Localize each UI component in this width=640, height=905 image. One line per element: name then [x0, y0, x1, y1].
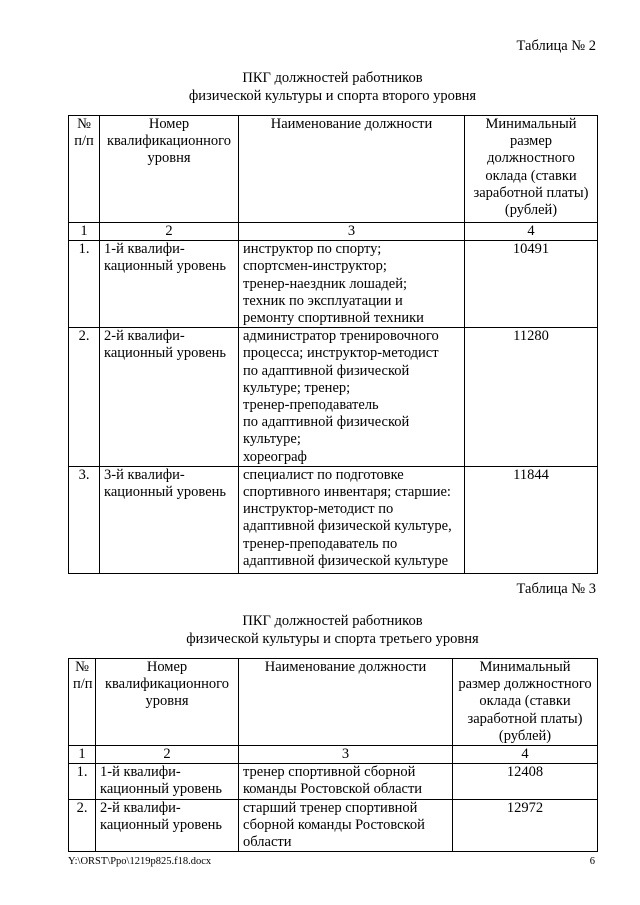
header-number: № п/п: [69, 659, 96, 746]
column-number: 1: [69, 746, 96, 764]
column-number: 3: [239, 223, 465, 241]
table-row: [69, 764, 598, 799]
table-row: [69, 799, 598, 852]
table-row: [69, 466, 598, 573]
minimum-salary: 11280: [465, 328, 598, 467]
header-qualification-level: Номер квалификационного уровня: [100, 116, 239, 223]
header-number: № п/п: [69, 116, 100, 223]
row-number: 2.: [69, 799, 96, 852]
table-3-title-line: ПКГ должностей работников: [242, 613, 423, 629]
minimum-salary: 10491: [465, 241, 598, 328]
table-2: [68, 115, 598, 574]
qualification-level: 2-й квалифи- кационный уровень: [100, 328, 239, 467]
row-number: 1.: [69, 241, 100, 328]
table-row: [69, 328, 598, 467]
footer-file-path: Y:\ORST\Ppo\1219p825.f18.docx: [68, 856, 212, 867]
table-row: [69, 241, 598, 328]
row-number: 1.: [69, 764, 96, 799]
row-number: 2.: [69, 328, 100, 467]
table-3-caption: Таблица № 3: [516, 581, 596, 597]
header-minimum-salary: Минимальный размер должностного оклада (ставки заработной платы) (рублей): [465, 116, 598, 223]
column-number: 3: [239, 746, 453, 764]
qualification-level: 1-й квалифи- кационный уровень: [100, 241, 239, 328]
table-2-title: [68, 69, 597, 105]
position-names: старший тренер спортивной сборной команды Ростовской области: [239, 799, 453, 852]
table-3: [68, 658, 598, 852]
table-header-row: [69, 116, 598, 223]
table-2-title-line: физической культуры и спорта второго уровня: [188, 88, 477, 104]
table-2-caption: Таблица № 2: [516, 38, 596, 54]
row-number: 3.: [69, 466, 100, 573]
page-number: 6: [589, 856, 595, 867]
header-position-name: Наименование должности: [239, 659, 453, 746]
table-2-title-line: ПКГ должностей работников: [242, 70, 423, 86]
qualification-level: 1-й квалифи- кационный уровень: [96, 764, 239, 799]
table-3-title-line: физической культуры и спорта третьего уровня: [186, 631, 479, 647]
header-qualification-level: Номер квалификационного уровня: [96, 659, 239, 746]
minimum-salary: 11844: [465, 466, 598, 573]
minimum-salary: 12408: [453, 764, 598, 799]
column-number: 2: [100, 223, 239, 241]
column-number: 2: [96, 746, 239, 764]
qualification-level: 3-й квалифи- кационный уровень: [100, 466, 239, 573]
position-names: администратор тренировочного процесса; инструктор-методист по адаптивной физической культуре; тренер; тренер-преподаватель по адаптивной физической культуре; хореограф: [239, 328, 465, 467]
header-minimum-salary: Минимальный размер должностного оклада (ставки заработной платы) (рублей): [453, 659, 598, 746]
table-header-row: [69, 659, 598, 746]
column-number-row: [69, 223, 598, 241]
column-number: 4: [465, 223, 598, 241]
column-number: 4: [453, 746, 598, 764]
header-position-name: Наименование должности: [239, 116, 465, 223]
qualification-level: 2-й квалифи- кационный уровень: [96, 799, 239, 852]
column-number-row: [69, 746, 598, 764]
table-3-title: [68, 612, 597, 648]
minimum-salary: 12972: [453, 799, 598, 852]
column-number: 1: [69, 223, 100, 241]
position-names: специалист по подготовке спортивного инвентаря; старшие: инструктор-методист по адаптивной физической культуре, тренер-преподаватель по адаптивной физической культуре: [239, 466, 465, 573]
position-names: инструктор по спорту; спортсмен-инструктор; тренер-наездник лошадей; техник по эксплуатации и ремонту спортивной техники: [239, 241, 465, 328]
position-names: тренер спортивной сборной команды Ростовской области: [239, 764, 453, 799]
